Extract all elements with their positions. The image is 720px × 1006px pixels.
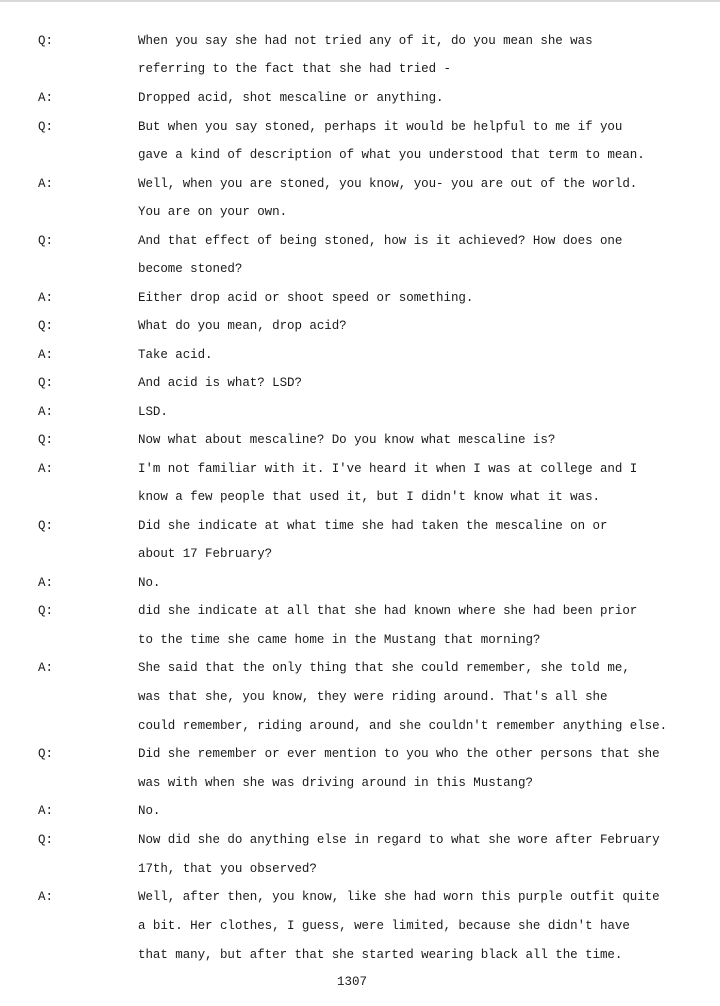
transcript-line: Now did she do anything else in regard to what she wore after February bbox=[138, 833, 660, 847]
speaker-label: A: bbox=[38, 405, 54, 419]
speaker-label: Q: bbox=[38, 604, 54, 618]
transcript-line: No. bbox=[138, 804, 161, 818]
transcript-line: You are on your own. bbox=[138, 205, 288, 219]
speaker-label: A: bbox=[38, 291, 54, 305]
speaker-label: A: bbox=[38, 576, 54, 590]
transcript-line: Either drop acid or shoot speed or something. bbox=[138, 291, 474, 305]
transcript-line: 17th, that you observed? bbox=[138, 862, 317, 876]
transcript-line: about 17 February? bbox=[138, 547, 273, 561]
transcript-line: to the time she came home in the Mustang that morning? bbox=[138, 633, 541, 647]
transcript-line: become stoned? bbox=[138, 262, 243, 276]
transcript-line: Now what about mescaline? Do you know what mescaline is? bbox=[138, 433, 556, 447]
speaker-label: A: bbox=[38, 348, 54, 362]
transcript-line: Did she remember or ever mention to you who the other persons that she bbox=[138, 747, 660, 761]
transcript-line: Well, when you are stoned, you know, you- you are out of the world. bbox=[138, 177, 638, 191]
speaker-label: Q: bbox=[38, 833, 54, 847]
transcript-line: referring to the fact that she had tried - bbox=[138, 62, 451, 76]
speaker-label: A: bbox=[38, 462, 54, 476]
speaker-label: A: bbox=[38, 661, 54, 675]
transcript-line: LSD. bbox=[138, 405, 168, 419]
speaker-label: Q: bbox=[38, 120, 54, 134]
transcript-line: When you say she had not tried any of it, do you mean she was bbox=[138, 34, 593, 48]
transcript-line: Did she indicate at what time she had taken the mescaline on or bbox=[138, 519, 608, 533]
top-edge-rule bbox=[0, 0, 720, 2]
transcript-line: gave a kind of description of what you understood that term to mean. bbox=[138, 148, 645, 162]
page-number: 1307 bbox=[337, 975, 368, 989]
transcript-line: was with when she was driving around in this Mustang? bbox=[138, 776, 533, 790]
speaker-label: Q: bbox=[38, 433, 54, 447]
transcript-line: could remember, riding around, and she couldn't remember anything else. bbox=[138, 719, 668, 733]
transcript-line: a bit. Her clothes, I guess, were limited, because she didn't have bbox=[138, 919, 630, 933]
speaker-label: Q: bbox=[38, 519, 54, 533]
transcript-line: that many, but after that she started wearing black all the time. bbox=[138, 948, 623, 962]
speaker-label: A: bbox=[38, 91, 54, 105]
speaker-label: Q: bbox=[38, 234, 54, 248]
transcript-line: was that she, you know, they were riding around. That's all she bbox=[138, 690, 608, 704]
speaker-label: A: bbox=[38, 177, 54, 191]
transcript-line: But when you say stoned, perhaps it would be helpful to me if you bbox=[138, 120, 623, 134]
transcript-line: Well, after then, you know, like she had worn this purple outfit quite bbox=[138, 890, 660, 904]
transcript-line: What do you mean, drop acid? bbox=[138, 319, 347, 333]
speaker-label: Q: bbox=[38, 376, 54, 390]
speaker-label: A: bbox=[38, 890, 54, 904]
transcript-line: know a few people that used it, but I didn't know what it was. bbox=[138, 490, 600, 504]
transcript-line: And acid is what? LSD? bbox=[138, 376, 302, 390]
speaker-label: Q: bbox=[38, 319, 54, 333]
transcript-line: And that effect of being stoned, how is it achieved? How does one bbox=[138, 234, 623, 248]
transcript-line: Dropped acid, shot mescaline or anything. bbox=[138, 91, 444, 105]
transcript-line: I'm not familiar with it. I've heard it when I was at college and I bbox=[138, 462, 638, 476]
transcript-line: She said that the only thing that she could remember, she told me, bbox=[138, 661, 630, 675]
transcript-line: Take acid. bbox=[138, 348, 213, 362]
transcript-line: No. bbox=[138, 576, 161, 590]
transcript-line: did she indicate at all that she had known where she had been prior bbox=[138, 604, 638, 618]
speaker-label: Q: bbox=[38, 34, 54, 48]
speaker-label: Q: bbox=[38, 747, 54, 761]
speaker-label: A: bbox=[38, 804, 54, 818]
